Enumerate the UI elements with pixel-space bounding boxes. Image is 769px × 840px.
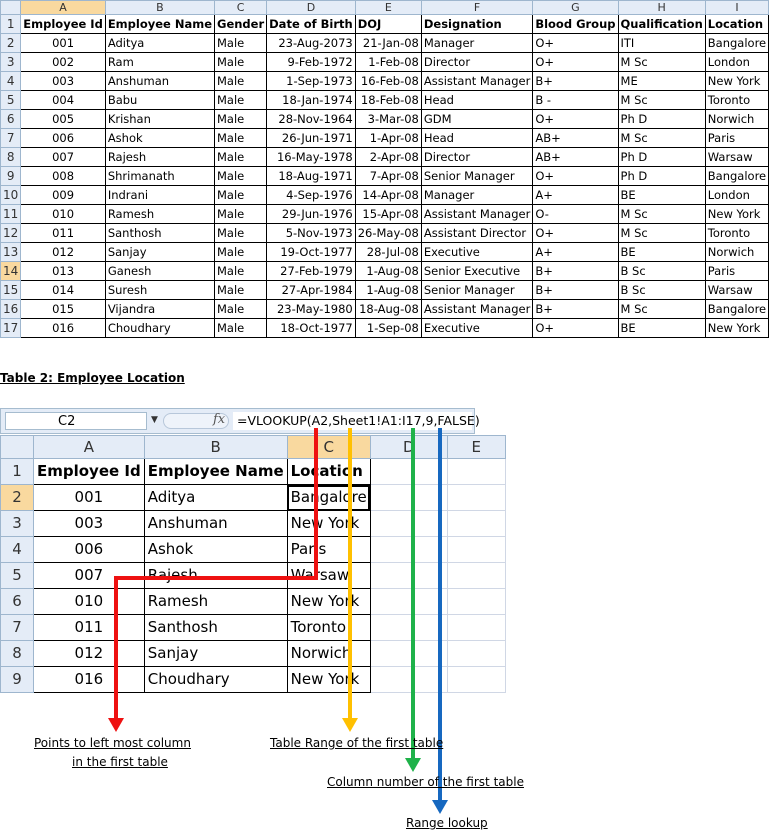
data-cell[interactable]: Assistant Manager <box>421 205 532 224</box>
data-cell[interactable]: Bangalore <box>705 34 768 53</box>
row-header[interactable]: 9 <box>1 667 34 693</box>
data-cell[interactable]: Ashok <box>144 537 287 563</box>
data-cell[interactable]: Aditya <box>144 485 287 511</box>
column-header[interactable]: H <box>618 1 705 15</box>
data-cell[interactable]: Ph D <box>618 167 705 186</box>
column-header[interactable]: D <box>370 436 447 459</box>
header-cell[interactable]: Designation <box>421 15 532 34</box>
data-cell[interactable]: Paris <box>287 537 370 563</box>
data-cell[interactable]: 012 <box>34 641 145 667</box>
data-cell[interactable]: 1-Apr-08 <box>355 129 421 148</box>
data-cell[interactable]: Norwich <box>705 243 768 262</box>
data-cell[interactable]: B+ <box>533 281 618 300</box>
data-cell[interactable]: Anshuman <box>144 511 287 537</box>
data-cell[interactable]: M Sc <box>618 205 705 224</box>
header-cell[interactable]: Date of Birth <box>267 15 356 34</box>
data-cell[interactable]: B Sc <box>618 262 705 281</box>
header-cell[interactable]: Blood Group <box>533 15 618 34</box>
data-cell[interactable]: 014 <box>21 281 106 300</box>
data-cell[interactable]: Ram <box>105 53 214 72</box>
row-header[interactable]: 5 <box>1 91 21 110</box>
arrow-range-lookup <box>432 428 448 814</box>
data-cell[interactable]: 1-Aug-08 <box>355 281 421 300</box>
data-cell[interactable]: B+ <box>533 300 618 319</box>
data-cell[interactable]: O+ <box>533 53 618 72</box>
arrow-left-column <box>108 428 316 732</box>
active-cell[interactable]: Bangalore <box>287 485 370 511</box>
data-cell[interactable]: Senior Executive <box>421 262 532 281</box>
column-header[interactable]: F <box>421 1 532 15</box>
data-cell[interactable]: Senior Manager <box>421 167 532 186</box>
data-cell[interactable]: B+ <box>533 72 618 91</box>
data-cell[interactable]: 001 <box>21 34 106 53</box>
data-cell[interactable]: Male <box>215 243 267 262</box>
data-cell[interactable]: 9-Feb-1972 <box>267 53 356 72</box>
header-cell[interactable]: DOJ <box>355 15 421 34</box>
data-cell[interactable]: Toronto <box>287 615 370 641</box>
data-cell[interactable]: O+ <box>533 167 618 186</box>
data-cell[interactable]: 15-Apr-08 <box>355 205 421 224</box>
row-header[interactable]: 4 <box>1 72 21 91</box>
row-header[interactable]: 5 <box>1 563 34 589</box>
data-cell[interactable]: Senior Manager <box>421 281 532 300</box>
data-cell[interactable]: A+ <box>533 186 618 205</box>
insert-function-icon[interactable]: fx <box>213 412 226 427</box>
data-cell[interactable]: Male <box>215 91 267 110</box>
arrow-column-number <box>405 428 421 772</box>
data-cell[interactable]: 3-Mar-08 <box>355 110 421 129</box>
data-cell[interactable]: Assistant Manager <box>421 300 532 319</box>
column-header[interactable]: E <box>355 1 421 15</box>
header-cell[interactable]: Location <box>705 15 768 34</box>
row-header[interactable]: 1 <box>1 15 21 34</box>
header-cell[interactable]: Location <box>287 459 370 485</box>
header-cell[interactable]: Employee Id <box>34 459 145 485</box>
row-header[interactable]: 3 <box>1 511 34 537</box>
data-cell[interactable]: O+ <box>533 224 618 243</box>
data-cell[interactable]: Head <box>421 129 532 148</box>
column-header[interactable]: I <box>705 1 768 15</box>
data-cell[interactable]: Assistant Manager <box>421 72 532 91</box>
data-cell[interactable]: Sanjay <box>144 641 287 667</box>
row-header[interactable]: 2 <box>1 34 21 53</box>
data-cell[interactable]: Norwich <box>287 641 370 667</box>
data-cell[interactable]: 18-Aug-08 <box>355 300 421 319</box>
data-cell[interactable]: M Sc <box>618 91 705 110</box>
data-cell[interactable]: 010 <box>34 589 145 615</box>
data-cell[interactable]: 16-May-1978 <box>267 148 356 167</box>
data-cell[interactable]: 016 <box>34 667 145 693</box>
data-cell[interactable]: Male <box>215 300 267 319</box>
data-cell[interactable]: 009 <box>21 186 106 205</box>
data-cell[interactable]: London <box>705 53 768 72</box>
data-cell[interactable]: Rajesh <box>144 563 287 589</box>
name-box-dropdown-icon[interactable]: ▼ <box>151 415 158 425</box>
column-header[interactable]: C <box>215 1 267 15</box>
data-cell[interactable]: Bangalore <box>705 167 768 186</box>
data-cell[interactable]: Executive <box>421 319 532 338</box>
data-cell[interactable]: Vijandra <box>105 300 214 319</box>
data-cell[interactable]: Toronto <box>705 224 768 243</box>
data-cell[interactable]: 18-Aug-1971 <box>267 167 356 186</box>
data-cell[interactable]: 1-Sep-1973 <box>267 72 356 91</box>
data-cell[interactable]: BE <box>618 186 705 205</box>
data-cell[interactable]: 26-Jun-1971 <box>267 129 356 148</box>
data-cell[interactable]: Shrimanath <box>105 167 214 186</box>
data-cell[interactable]: B Sc <box>618 281 705 300</box>
data-cell[interactable]: Male <box>215 53 267 72</box>
data-cell[interactable]: 28-Jul-08 <box>355 243 421 262</box>
data-cell[interactable]: 4-Sep-1976 <box>267 186 356 205</box>
data-cell[interactable]: 18-Jan-1974 <box>267 91 356 110</box>
column-header[interactable]: A <box>34 436 145 459</box>
data-cell[interactable]: New York <box>287 667 370 693</box>
data-cell[interactable]: BE <box>618 319 705 338</box>
annotation-table-range: Table Range of the first table <box>270 736 444 750</box>
row-header[interactable]: 2 <box>1 485 34 511</box>
data-cell[interactable]: Male <box>215 186 267 205</box>
data-cell[interactable]: 7-Apr-08 <box>355 167 421 186</box>
data-cell[interactable]: 003 <box>34 511 145 537</box>
data-cell[interactable]: A+ <box>533 243 618 262</box>
data-cell[interactable]: Paris <box>705 262 768 281</box>
data-cell[interactable]: Ramesh <box>105 205 214 224</box>
data-cell[interactable]: M Sc <box>618 224 705 243</box>
data-cell[interactable]: Male <box>215 167 267 186</box>
data-cell[interactable]: New York <box>705 319 768 338</box>
table2-caption: Table 2: Employee Location <box>0 371 185 385</box>
data-cell[interactable]: 28-Nov-1964 <box>267 110 356 129</box>
annotation-column-number: Column number of the first table <box>327 775 524 789</box>
header-cell[interactable]: Qualification <box>618 15 705 34</box>
data-cell[interactable]: 010 <box>21 205 106 224</box>
row-header[interactable]: 10 <box>1 186 21 205</box>
data-cell[interactable]: 5-Nov-1973 <box>267 224 356 243</box>
data-cell[interactable]: B - <box>533 91 618 110</box>
column-header[interactable]: B <box>105 1 214 15</box>
row-header[interactable]: 9 <box>1 167 21 186</box>
data-cell[interactable]: Ramesh <box>144 589 287 615</box>
annotation-left-column-1: Points to left most column <box>34 736 191 750</box>
data-cell[interactable]: Bangalore <box>705 300 768 319</box>
data-cell[interactable]: Ph D <box>618 110 705 129</box>
header-cell[interactable]: Employee Name <box>144 459 287 485</box>
row-header[interactable]: 17 <box>1 319 21 338</box>
row-header[interactable]: 6 <box>1 110 21 129</box>
data-cell[interactable]: BE <box>618 243 705 262</box>
column-header[interactable]: E <box>447 436 505 459</box>
data-cell[interactable]: Male <box>215 110 267 129</box>
data-cell[interactable]: Warsaw <box>705 148 768 167</box>
data-cell[interactable]: Aditya <box>105 34 214 53</box>
data-cell[interactable]: 005 <box>21 110 106 129</box>
data-cell[interactable]: Male <box>215 224 267 243</box>
data-cell[interactable]: Male <box>215 129 267 148</box>
data-cell[interactable]: Suresh <box>105 281 214 300</box>
data-cell[interactable]: Norwich <box>705 110 768 129</box>
row-header[interactable]: 6 <box>1 589 34 615</box>
annotation-range-lookup: Range lookup <box>406 816 488 830</box>
data-cell[interactable]: M Sc <box>618 129 705 148</box>
data-cell[interactable]: Ashok <box>105 129 214 148</box>
data-cell[interactable]: Warsaw <box>287 563 370 589</box>
column-header[interactable]: C <box>287 436 370 459</box>
data-cell[interactable]: O+ <box>533 319 618 338</box>
data-cell[interactable]: 2-Apr-08 <box>355 148 421 167</box>
data-cell[interactable]: Ph D <box>618 148 705 167</box>
data-cell[interactable]: Santhosh <box>105 224 214 243</box>
data-cell[interactable]: Male <box>215 34 267 53</box>
data-cell[interactable]: Director <box>421 53 532 72</box>
data-cell[interactable]: London <box>705 186 768 205</box>
data-cell[interactable]: Male <box>215 319 267 338</box>
row-header[interactable]: 4 <box>1 537 34 563</box>
row-header[interactable]: 8 <box>1 148 21 167</box>
row-header[interactable]: 7 <box>1 129 21 148</box>
data-cell[interactable]: Paris <box>705 129 768 148</box>
data-cell[interactable]: 002 <box>21 53 106 72</box>
data-cell[interactable]: 16-Feb-08 <box>355 72 421 91</box>
data-cell[interactable]: Choudhary <box>144 667 287 693</box>
data-cell[interactable]: 21-Jan-08 <box>355 34 421 53</box>
data-cell[interactable]: M Sc <box>618 300 705 319</box>
data-cell[interactable]: 003 <box>21 72 106 91</box>
data-cell[interactable]: 006 <box>34 537 145 563</box>
row-header[interactable]: 3 <box>1 53 21 72</box>
data-cell[interactable]: 27-Apr-1984 <box>267 281 356 300</box>
column-header[interactable]: D <box>267 1 356 15</box>
data-cell[interactable]: Babu <box>105 91 214 110</box>
data-cell[interactable]: Manager <box>421 34 532 53</box>
data-cell[interactable]: 18-Oct-1977 <box>267 319 356 338</box>
data-cell[interactable]: 19-Oct-1977 <box>267 243 356 262</box>
annotation-left-column-2: in the first table <box>72 755 168 769</box>
column-header[interactable]: B <box>144 436 287 459</box>
data-cell[interactable]: 26-May-08 <box>355 224 421 243</box>
data-cell[interactable]: New York <box>287 589 370 615</box>
row-header[interactable]: 1 <box>1 459 34 485</box>
data-cell[interactable]: 004 <box>21 91 106 110</box>
row-header[interactable]: 12 <box>1 224 21 243</box>
row-header[interactable]: 16 <box>1 300 21 319</box>
data-cell[interactable]: New York <box>705 72 768 91</box>
data-cell[interactable]: O+ <box>533 110 618 129</box>
row-header[interactable]: 8 <box>1 641 34 667</box>
data-cell[interactable]: Anshuman <box>105 72 214 91</box>
data-cell[interactable]: O+ <box>533 34 618 53</box>
data-cell[interactable]: Director <box>421 148 532 167</box>
column-header[interactable]: G <box>533 1 618 15</box>
data-cell[interactable]: 14-Apr-08 <box>355 186 421 205</box>
data-cell[interactable]: B+ <box>533 262 618 281</box>
data-cell[interactable]: 007 <box>21 148 106 167</box>
data-cell[interactable]: 006 <box>21 129 106 148</box>
data-cell[interactable]: Manager <box>421 186 532 205</box>
row-header[interactable]: 13 <box>1 243 21 262</box>
data-cell[interactable]: 015 <box>21 300 106 319</box>
data-cell[interactable]: 007 <box>34 563 145 589</box>
data-cell[interactable]: Santhosh <box>144 615 287 641</box>
data-cell[interactable]: 18-Feb-08 <box>355 91 421 110</box>
row-header[interactable]: 11 <box>1 205 21 224</box>
column-header[interactable]: A <box>21 1 106 15</box>
data-cell[interactable]: Toronto <box>705 91 768 110</box>
data-cell[interactable]: ITI <box>618 34 705 53</box>
data-cell[interactable]: 001 <box>34 485 145 511</box>
data-cell[interactable]: 1-Feb-08 <box>355 53 421 72</box>
data-cell[interactable]: Ganesh <box>105 262 214 281</box>
data-cell[interactable]: 011 <box>21 224 106 243</box>
row-header[interactable]: 14 <box>1 262 21 281</box>
row-header[interactable]: 15 <box>1 281 21 300</box>
data-cell[interactable]: Male <box>215 72 267 91</box>
data-cell[interactable]: Assistant Director <box>421 224 532 243</box>
data-cell[interactable]: M Sc <box>618 53 705 72</box>
data-cell[interactable]: 29-Jun-1976 <box>267 205 356 224</box>
data-cell[interactable]: Sanjay <box>105 243 214 262</box>
data-cell[interactable]: Head <box>421 91 532 110</box>
arrow-table-range <box>342 428 358 732</box>
data-cell[interactable]: AB+ <box>533 129 618 148</box>
data-cell[interactable]: GDM <box>421 110 532 129</box>
header-cell[interactable]: Gender <box>215 15 267 34</box>
data-cell[interactable]: Executive <box>421 243 532 262</box>
data-cell[interactable]: 012 <box>21 243 106 262</box>
data-cell[interactable]: 008 <box>21 167 106 186</box>
data-cell[interactable]: O- <box>533 205 618 224</box>
data-cell[interactable]: 1-Sep-08 <box>355 319 421 338</box>
data-cell[interactable]: AB+ <box>533 148 618 167</box>
data-cell[interactable]: 011 <box>34 615 145 641</box>
data-cell[interactable]: Choudhary <box>105 319 214 338</box>
header-cell[interactable]: Employee Name <box>105 15 214 34</box>
data-cell[interactable]: 013 <box>21 262 106 281</box>
data-cell[interactable]: New York <box>705 205 768 224</box>
header-cell[interactable]: Employee Id <box>21 15 106 34</box>
name-box[interactable]: C2 <box>5 412 147 430</box>
row-header[interactable]: 7 <box>1 615 34 641</box>
data-cell[interactable]: Indrani <box>105 186 214 205</box>
data-cell[interactable]: New York <box>287 511 370 537</box>
data-cell[interactable]: 23-May-1980 <box>267 300 356 319</box>
data-cell[interactable]: 23-Aug-2073 <box>267 34 356 53</box>
formula-input[interactable]: =VLOOKUP(A2,Sheet1!A1:I17,9,FALSE) <box>233 412 472 430</box>
data-cell[interactable]: Male <box>215 205 267 224</box>
data-cell[interactable]: 27-Feb-1979 <box>267 262 356 281</box>
data-cell[interactable]: Male <box>215 262 267 281</box>
data-cell[interactable]: Male <box>215 148 267 167</box>
data-cell[interactable]: 016 <box>21 319 106 338</box>
data-cell[interactable]: Male <box>215 281 267 300</box>
data-cell[interactable]: Rajesh <box>105 148 214 167</box>
data-cell[interactable]: Krishan <box>105 110 214 129</box>
data-cell[interactable]: ME <box>618 72 705 91</box>
data-cell[interactable]: Warsaw <box>705 281 768 300</box>
data-cell[interactable]: 1-Aug-08 <box>355 262 421 281</box>
